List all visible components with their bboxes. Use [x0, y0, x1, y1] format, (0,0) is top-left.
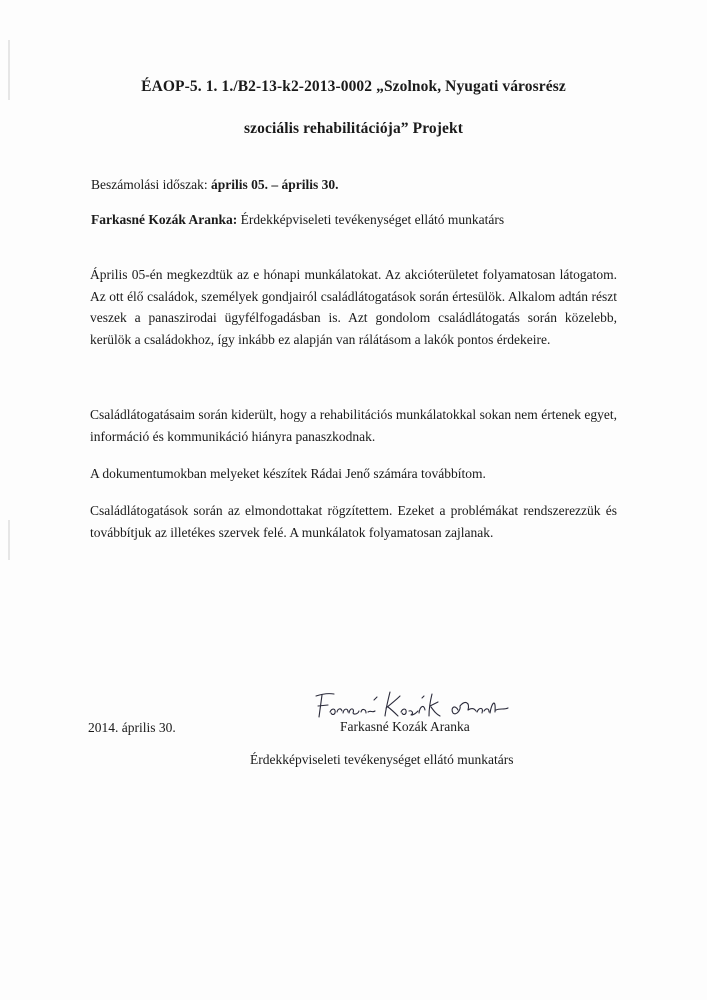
- reporting-period-label: Beszámolási időszak:: [91, 177, 211, 192]
- body-paragraph-1: Április 05-én megkezdtük az e hónapi munkálatokat. Az akcióterületet folyamatosan látogatom. Az ott élő családok, személyek gondjairól családlátogatások során értesülök. Alkalom adtán részt veszek a panaszirodai ügyfélfogadásban is. Azt gondolom családlátogatás során közelebb, kerülök a családokhoz, így inkább ez alapján van rálátásom a lakók pontos érdekeire.: [90, 267, 617, 347]
- author-role: Érdekképviseleti tevékenységet ellátó munkatárs: [237, 212, 505, 227]
- author-line: [91, 212, 504, 228]
- body-paragraph-3: A dokumentumokban melyeket készítek Rádai Jenő számára továbbítom.: [90, 466, 486, 481]
- handwritten-signature: [308, 686, 518, 722]
- author-name: Farkasné Kozák Aranka:: [91, 212, 238, 227]
- document-title-line-2: szociális rehabilitációja” Projekt: [244, 120, 463, 137]
- scan-edge-mark: [8, 520, 10, 560]
- reporting-period: [91, 177, 339, 193]
- document-title-line-1: ÉAOP-5. 1. 1./B2-13-k2-2013-0002 „Szolnok, Nyugati városrész: [141, 78, 566, 95]
- scan-edge-mark: [8, 40, 10, 100]
- body-paragraph-4: Családlátogatások során az elmondottakat rögzítettem. Ezeket a problémákat rendszerezzük és továbbítjuk az illetékes szervek felé. A munkálatok folyamatosan zajlanak.: [90, 503, 617, 540]
- signer-role: Érdekképviseleti tevékenységet ellátó munkatárs: [250, 752, 514, 767]
- reporting-period-value: április 05. – április 30.: [210, 177, 339, 192]
- document-date: 2014. április 30.: [88, 720, 176, 735]
- body-paragraph-2: Családlátogatásaim során kiderült, hogy a rehabilitációs munkálatokkal sokan nem értenek egyet, információ és kommunikáció hiányra panaszkodnak.: [90, 407, 617, 444]
- signer-name: Farkasné Kozák Aranka: [340, 719, 470, 734]
